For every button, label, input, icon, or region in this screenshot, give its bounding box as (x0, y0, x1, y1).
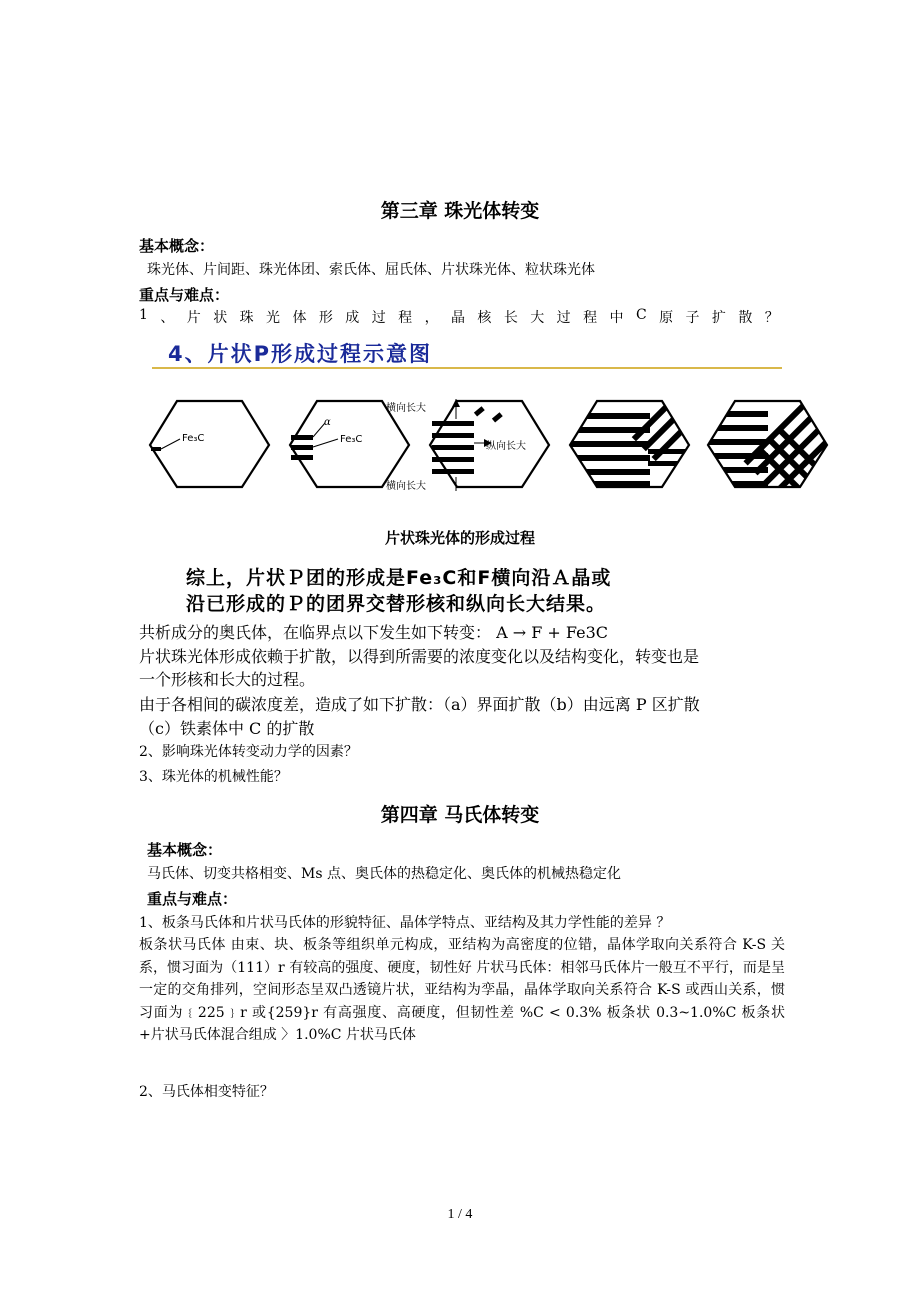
figure-caption: 片状珠光体的形成过程 (384, 529, 535, 547)
q1-char: 扩 (711, 310, 726, 326)
ch3-basic-label: 基本概念： (139, 237, 215, 255)
q1-char: 核 (477, 310, 492, 326)
ch3-question-3: 3、珠光体的机械性能？ (139, 769, 288, 785)
ch4-question-1: 1、板条马氏体和片状马氏体的形貌特征、晶体学特点、亚结构及其力学性能的差异 ？ (139, 915, 671, 931)
label-lateral-bottom: 横向长大 (386, 481, 426, 492)
q1-char: 成 (345, 310, 360, 326)
ch3-diffusion-line-1: 片状珠光体形成依赖于扩散，以得到所需要的浓度变化以及结构变化，转变也是 (139, 647, 700, 666)
label-lateral-top: 横向长大 (386, 403, 426, 414)
ch4-basic-terms: 马氏体、切变共格相变、Ms 点、奥氏体的热稳定化、奥氏体的机械热稳定化 (147, 866, 621, 882)
page-number: 1 / 4 (447, 1207, 473, 1222)
slide-divider (152, 367, 782, 369)
q1-char: 状 (213, 310, 228, 326)
q1-char: 大 (530, 310, 545, 326)
ch4-question-2: 2、马氏体相变特征？ (139, 1084, 274, 1100)
ch3-carbon-line-2: （c）铁素体中 C 的扩散 (139, 719, 315, 738)
q1-char: 形 (318, 310, 333, 326)
q1-char: ， (424, 310, 439, 326)
ch3-diffusion-line-2: 一个形核和长大的过程。 (139, 670, 316, 689)
summary-line-2: 沿已形成的Ｐ的团界交替形核和纵向长大结果。 (186, 593, 607, 615)
q1-char: 原 (659, 310, 674, 326)
q1-char: 程 (398, 310, 413, 326)
q1-char: C (635, 307, 647, 323)
q1-char: 过 (556, 310, 571, 326)
ch3-carbon-line-1: 由于各相间的碳浓度差，造成了如下扩散：（a）界面扩散（b）由远离 P 区扩散 (139, 695, 700, 714)
q1-char: 长 (503, 310, 518, 326)
chapter4-title: 第四章 马氏体转变 (380, 804, 540, 826)
pearlite-formation-diagram (140, 393, 840, 493)
q1-char: 体 (292, 310, 307, 326)
grain-1 (150, 401, 269, 487)
q1-char: 程 (583, 310, 598, 326)
ch4-key-label: 重点与难点： (147, 890, 238, 908)
slide-title: 4、片状P形成过程示意图 (168, 342, 433, 366)
chapter3-title: 第三章 珠光体转变 (380, 200, 540, 222)
q1-char: 片 (186, 310, 201, 326)
label-alpha: α (324, 417, 331, 428)
q1-char: 珠 (239, 310, 254, 326)
fe3c-nucleus (151, 447, 161, 451)
ch3-question-1 (139, 307, 779, 327)
label-fe3c-2: Fe₃C (340, 434, 363, 445)
q1-char: 1 (139, 307, 148, 323)
q1-char: ？ (764, 310, 779, 326)
summary-line-1: 综上，片状Ｐ团的形成是Fe₃C和F横向沿Ａ晶或 (186, 567, 612, 589)
ch3-basic-terms: 珠光体、片间距、珠光体团、索氏体、屈氏体、片状珠光体、粒状珠光体 (147, 262, 595, 278)
q1-char: 中 (609, 310, 624, 326)
q1-char: 晶 (450, 310, 465, 326)
q1-char: 光 (266, 310, 281, 326)
ch4-basic-label: 基本概念： (147, 841, 223, 859)
q1-char: 、 (160, 310, 175, 326)
q1-char: 子 (685, 310, 700, 326)
ch3-key-label: 重点与难点： (139, 286, 230, 304)
label-fe3c-1: Fe₃C (182, 433, 205, 444)
q1-char: 过 (371, 310, 386, 326)
ch4-answer-paragraph: 板条状马氏体 由束、块、板条等组织单元构成，亚结构为高密度的位错，晶体学取向关系符合 K-S 关系，惯习面为（111）r 有较高的强度、硬度，韧性好 片状马氏体：相邻马氏体片一般互不平行，而是呈一定的交角排列，空间形态呈双凸透镜片状，亚结构为孪晶，晶体学取向关系符合 K-S 或西山关系，惯习面为﹛225﹜r 或{259}r 有高强度、高硬度，但韧性差 %C < 0.3% 板条状 0.3~1.0%C 板条状+片状马氏体混合组成 〉1.0%C 片状马氏体 (139, 937, 785, 1043)
ch3-transform-text: 共析成分的奥氏体，在临界点以下发生如下转变： A → F + Fe3C (139, 623, 609, 642)
label-longitudinal: 纵向长大 (486, 441, 526, 452)
q1-char: 散 (738, 310, 753, 326)
ch3-question-2: 2、影响珠光体转变动力学的因素？ (139, 744, 358, 760)
